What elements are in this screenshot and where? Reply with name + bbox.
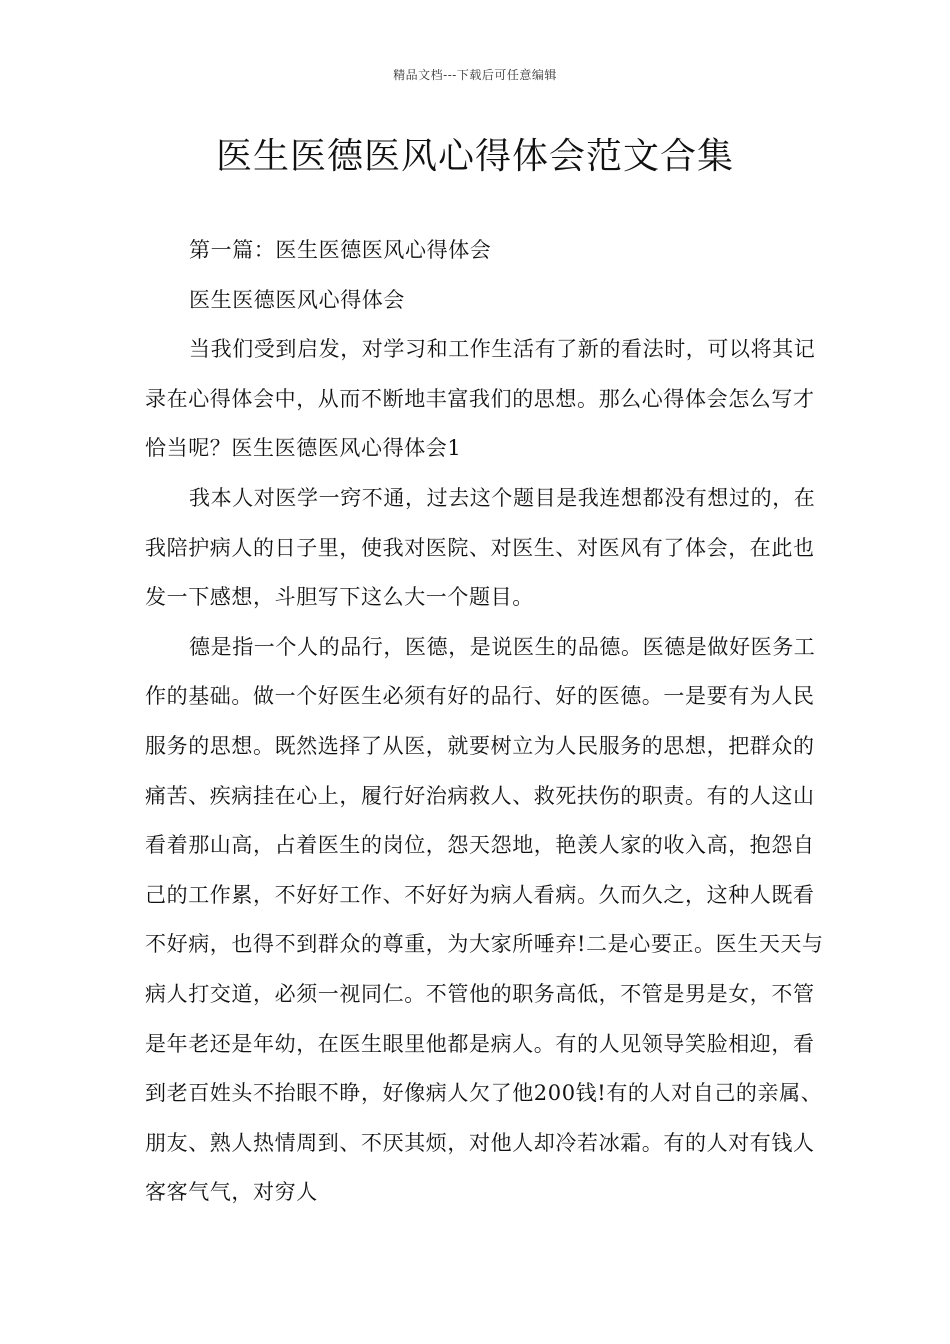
document-body bbox=[145, 226, 825, 1218]
document-title: 医生医德医风心得体会范文合集 bbox=[215, 136, 734, 177]
intro-paragraph: 当我们受到启发，对学习和工作生活有了新的看法时，可以将其记录在心得体会中，从而不断地丰富我们的思想。那么心得体会怎么写才恰当呢？医生医德医风心得体会1 bbox=[145, 337, 816, 461]
section-heading: 第一篇：医生医德医风心得体会 bbox=[189, 238, 492, 262]
body-paragraph: 我本人对医学一窍不通，过去这个题目是我连想都没有想过的，在我陪护病人的日子里，使我对医院、对医生、对医风有了体会，在此也发一下感想，斗胆写下这么大一个题目。 bbox=[145, 485, 816, 610]
body-paragraph: 德是指一个人的品行，医德，是说医生的品德。医德是做好医务工作的基础。做一个好医生必须有好的品行、好的医德。一是要有为人民服务的思想。既然选择了从医，就要树立为人民服务的思想，把群众的痛苦、疾病挂在心上，履行好治病救人、救死扶伤的职责。有的人这山看着那山高，占着医生的岗位，怨天怨地，艳羡人家的收入高，抱怨自己的工作累，不好好工作、不好好为病人看病。久而久之，这种人既看不好病，也得不到群众的尊重，为大家所唾弃!二是心要正。医生天天与病人打交道，必须一视同仁。不管他的职务高低，不管是男是女，不管是年老还是年幼，在医生眼里他都是病人。有的人见领导笑脸相迎，看到老百姓头不抬眼不睁，好像病人欠了他200钱!有的人对自己的亲属、朋友、熟人热情周到、不厌其烦，对他人却冷若冰霜。有的人对有钱人客客气气，对穷人 bbox=[145, 634, 824, 1205]
subtitle-paragraph: 医生医德医风心得体会 bbox=[189, 287, 405, 312]
header-note: 精品文档---下载后可任意编辑 bbox=[393, 68, 557, 82]
